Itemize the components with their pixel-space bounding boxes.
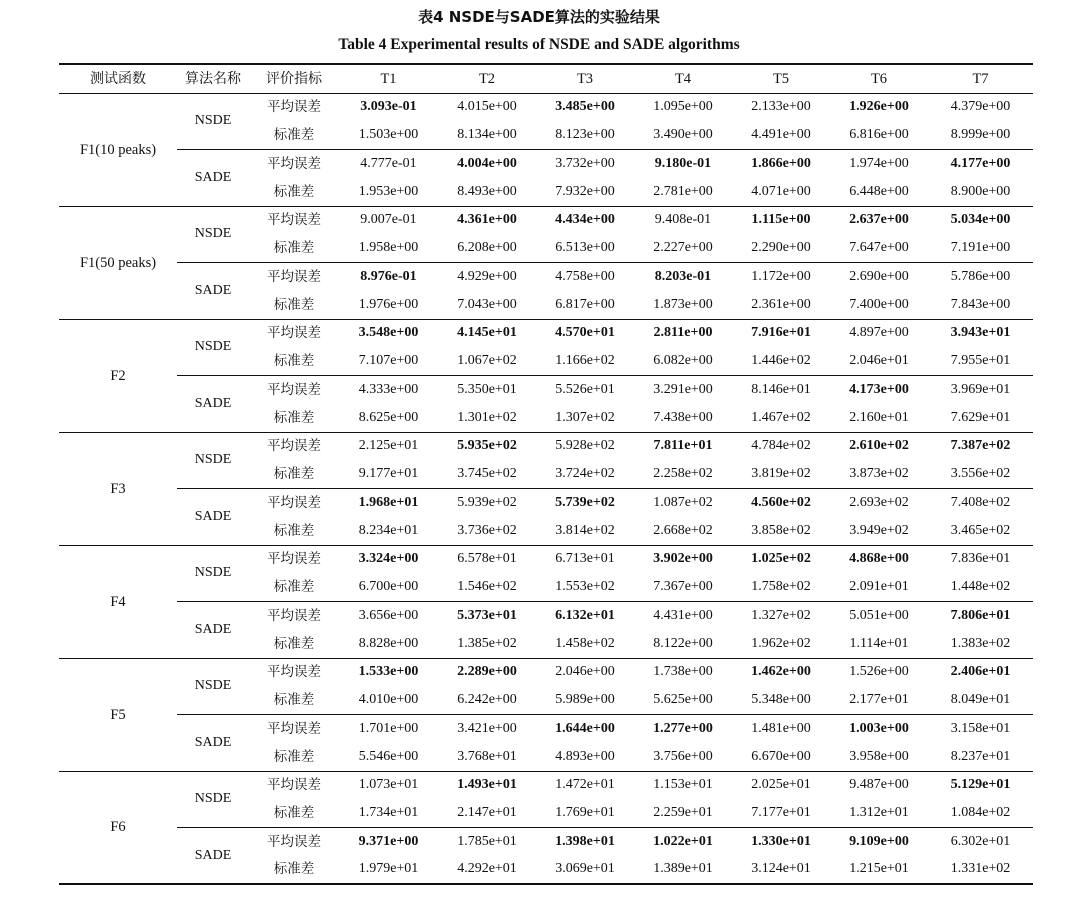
metric-cell: 标准差 — [273, 861, 315, 878]
table-row — [59, 602, 1033, 630]
value-cell: 3.756e+00 — [653, 748, 713, 764]
value-cell: 6.713e+01 — [555, 551, 615, 567]
table-row — [59, 376, 1033, 404]
algorithm-name-cell: SADE — [177, 715, 249, 772]
value-cell: 3.732e+00 — [536, 150, 634, 178]
value-cell: 1.493e+01 — [457, 777, 517, 793]
algorithm-name-cell: SADE — [177, 263, 249, 320]
value-cell: 6.448e+00 — [849, 183, 909, 199]
header-cell: T2 — [478, 70, 496, 87]
value-cell: 7.836e+01 — [950, 551, 1011, 567]
value-cell: 2.125e+01 — [358, 438, 419, 454]
value-cell: 7.438e+00 — [653, 409, 713, 425]
value-cell: 3.902e+00 — [653, 551, 713, 567]
value-cell: 9.408e-01 — [654, 212, 712, 228]
value-cell: 6.242e+00 — [457, 692, 517, 708]
value-cell: 8.976e-01 — [339, 263, 438, 291]
value-cell: 2.133e+00 — [751, 99, 811, 115]
value-cell: 3.465e+02 — [950, 522, 1011, 538]
value-cell: 1.962e+02 — [751, 635, 811, 651]
function-name-cell: F4 — [110, 593, 126, 610]
header-cell: 评价指标 — [266, 70, 322, 87]
algorithm-name-cell: NSDE — [194, 113, 232, 129]
value-cell: 1.472e+01 — [555, 777, 615, 793]
value-cell: 4.570e+01 — [555, 325, 615, 341]
value-cell: 4.379e+00 — [950, 99, 1011, 115]
value-cell: 5.373e+01 — [438, 602, 536, 630]
value-cell: 1.448e+02 — [950, 579, 1011, 595]
function-name-cell: F6 — [110, 819, 126, 836]
algorithm-name-cell: SADE — [177, 489, 249, 546]
value-cell: 3.656e+00 — [339, 602, 438, 630]
value-cell: 1.758e+02 — [751, 579, 811, 595]
value-cell: 7.806e+01 — [928, 602, 1033, 630]
value-cell: 2.693e+02 — [830, 489, 928, 517]
value-cell: 3.291e+00 — [634, 376, 732, 404]
value-cell: 1.926e+00 — [849, 99, 909, 115]
metric-cell: 平均误差 — [267, 777, 321, 794]
value-cell: 1.095e+00 — [653, 99, 713, 115]
header-cell: 测试函数 — [90, 70, 146, 87]
value-cell: 6.513e+00 — [555, 240, 615, 256]
value-cell: 2.227e+00 — [653, 240, 713, 256]
value-cell: 4.929e+00 — [438, 263, 536, 291]
metric-cell: 标准差 — [273, 692, 315, 709]
metric-cell: 平均误差 — [249, 715, 339, 743]
value-cell: 2.259e+01 — [653, 805, 713, 821]
value-cell: 1.503e+00 — [358, 127, 419, 143]
value-cell: 1.953e+00 — [358, 183, 419, 199]
value-cell: 1.481e+00 — [732, 715, 830, 743]
value-cell: 1.301e+02 — [457, 409, 517, 425]
value-cell: 1.398e+01 — [536, 828, 634, 856]
value-cell: 3.724e+02 — [555, 466, 615, 482]
function-name-cell: F2 — [110, 367, 126, 384]
value-cell: 3.093e-01 — [360, 99, 417, 115]
value-cell: 4.777e-01 — [339, 150, 438, 178]
value-cell: 3.819e+02 — [751, 466, 811, 482]
value-cell: 7.400e+00 — [849, 296, 909, 312]
value-cell: 7.932e+00 — [555, 183, 615, 199]
value-cell: 1.312e+01 — [849, 805, 909, 821]
value-cell: 7.177e+01 — [751, 805, 811, 821]
header-cell: T3 — [576, 70, 594, 87]
value-cell: 1.976e+00 — [358, 296, 419, 312]
value-cell: 2.781e+00 — [653, 183, 713, 199]
value-cell: 1.446e+02 — [751, 353, 811, 369]
metric-cell: 平均误差 — [249, 489, 339, 517]
value-cell: 2.160e+01 — [849, 409, 909, 425]
value-cell: 4.784e+02 — [751, 438, 811, 454]
value-cell: 3.556e+02 — [950, 466, 1011, 482]
value-cell: 7.107e+00 — [358, 353, 419, 369]
header-cell: 算法名称 — [185, 70, 241, 87]
table-row — [59, 263, 1033, 291]
metric-cell: 标准差 — [273, 466, 315, 483]
table-row — [59, 150, 1033, 178]
value-cell: 9.371e+00 — [339, 828, 438, 856]
value-cell: 2.690e+00 — [830, 263, 928, 291]
value-cell: 7.811e+01 — [653, 438, 713, 454]
value-cell: 5.546e+00 — [358, 748, 419, 764]
value-cell: 1.979e+01 — [358, 861, 419, 877]
value-cell: 1.331e+02 — [950, 861, 1011, 877]
value-cell: 3.943e+01 — [950, 325, 1011, 341]
value-cell: 3.958e+00 — [849, 748, 909, 764]
function-name-cell: F5 — [110, 706, 126, 723]
function-name-cell: F1(50 peaks) — [79, 254, 157, 271]
algorithm-name-cell: SADE — [177, 828, 249, 885]
value-cell: 1.114e+01 — [849, 635, 909, 651]
algorithm-name-cell: NSDE — [194, 565, 232, 581]
algorithm-name-cell: NSDE — [194, 452, 232, 468]
value-cell: 3.158e+01 — [928, 715, 1033, 743]
value-cell: 6.816e+00 — [849, 127, 909, 143]
value-cell: 3.736e+02 — [457, 522, 517, 538]
value-cell: 6.082e+00 — [653, 353, 713, 369]
value-cell: 3.490e+00 — [653, 127, 713, 143]
table-row — [59, 432, 1033, 460]
algorithm-name-cell: NSDE — [194, 678, 232, 694]
metric-cell: 标准差 — [273, 805, 315, 822]
value-cell: 5.989e+00 — [555, 692, 615, 708]
header-cell: T4 — [674, 70, 692, 87]
value-cell: 4.292e+01 — [457, 861, 517, 877]
value-cell: 7.916e+01 — [751, 325, 811, 341]
value-cell: 3.814e+02 — [555, 522, 615, 538]
metric-cell: 平均误差 — [249, 602, 339, 630]
table-row — [59, 93, 1033, 121]
value-cell: 1.734e+01 — [358, 805, 419, 821]
metric-cell: 标准差 — [273, 579, 315, 596]
value-cell: 4.004e+00 — [438, 150, 536, 178]
metric-cell: 平均误差 — [267, 325, 321, 342]
algorithm-name-cell: NSDE — [194, 226, 232, 242]
value-cell: 1.974e+00 — [830, 150, 928, 178]
value-cell: 7.367e+00 — [653, 579, 713, 595]
table-caption-cn: 表4 NSDE与SADE算法的实验结果 — [418, 8, 660, 26]
value-cell: 8.493e+00 — [457, 183, 517, 199]
header-row — [59, 64, 1033, 93]
value-cell: 1.462e+00 — [751, 664, 811, 680]
value-cell: 1.958e+00 — [358, 240, 419, 256]
value-cell: 2.289e+00 — [457, 664, 517, 680]
value-cell: 1.866e+00 — [732, 150, 830, 178]
value-cell: 2.637e+00 — [849, 212, 909, 228]
table-row — [59, 715, 1033, 743]
value-cell: 1.166e+02 — [555, 353, 615, 369]
value-cell: 8.237e+01 — [950, 748, 1011, 764]
function-name-cell: F1(10 peaks) — [79, 141, 157, 158]
value-cell: 9.487e+00 — [849, 777, 909, 793]
value-cell: 3.421e+00 — [438, 715, 536, 743]
value-cell: 4.758e+00 — [536, 263, 634, 291]
value-cell: 6.670e+00 — [751, 748, 811, 764]
value-cell: 1.383e+02 — [950, 635, 1011, 651]
value-cell: 1.172e+00 — [732, 263, 830, 291]
value-cell: 1.277e+00 — [634, 715, 732, 743]
value-cell: 1.738e+00 — [653, 664, 713, 680]
table-row — [59, 658, 1033, 686]
value-cell: 1.330e+01 — [732, 828, 830, 856]
value-cell: 2.147e+01 — [457, 805, 517, 821]
value-cell: 1.115e+00 — [751, 212, 811, 228]
value-cell: 7.629e+01 — [950, 409, 1011, 425]
algorithm-name-cell: NSDE — [194, 339, 232, 355]
header-cell: T1 — [380, 70, 397, 87]
value-cell: 5.348e+00 — [751, 692, 811, 708]
metric-cell: 平均误差 — [267, 438, 321, 455]
metric-cell: 平均误差 — [267, 551, 321, 568]
value-cell: 5.526e+01 — [536, 376, 634, 404]
metric-cell: 平均误差 — [249, 263, 339, 291]
header-cell: T7 — [972, 70, 989, 87]
value-cell: 4.868e+00 — [849, 551, 909, 567]
value-cell: 7.408e+02 — [928, 489, 1033, 517]
value-cell: 1.385e+02 — [457, 635, 517, 651]
value-cell: 4.177e+00 — [928, 150, 1033, 178]
metric-cell: 平均误差 — [267, 664, 321, 681]
metric-cell: 标准差 — [273, 522, 315, 539]
value-cell: 9.109e+00 — [830, 828, 928, 856]
metric-cell: 标准差 — [273, 296, 315, 313]
value-cell: 2.046e+01 — [849, 353, 909, 369]
value-cell: 1.022e+01 — [634, 828, 732, 856]
value-cell: 2.258e+02 — [653, 466, 713, 482]
value-cell: 2.177e+01 — [849, 692, 909, 708]
metric-cell: 平均误差 — [249, 828, 339, 856]
value-cell: 2.668e+02 — [653, 522, 713, 538]
value-cell: 1.701e+00 — [339, 715, 438, 743]
value-cell: 1.084e+02 — [950, 805, 1011, 821]
value-cell: 7.955e+01 — [950, 353, 1011, 369]
value-cell: 7.191e+00 — [950, 240, 1011, 256]
value-cell: 3.873e+02 — [849, 466, 909, 482]
value-cell: 1.769e+01 — [555, 805, 615, 821]
metric-cell: 标准差 — [273, 183, 315, 200]
metric-cell: 平均误差 — [249, 150, 339, 178]
value-cell: 1.553e+02 — [555, 579, 615, 595]
value-cell: 1.067e+02 — [457, 353, 517, 369]
value-cell: 3.485e+00 — [555, 99, 615, 115]
value-cell: 4.434e+00 — [555, 212, 615, 228]
value-cell: 2.290e+00 — [751, 240, 811, 256]
value-cell: 4.897e+00 — [849, 325, 909, 341]
value-cell: 5.625e+00 — [653, 692, 713, 708]
value-cell: 5.786e+00 — [928, 263, 1033, 291]
value-cell: 4.145e+01 — [457, 325, 517, 341]
value-cell: 8.203e-01 — [634, 263, 732, 291]
value-cell: 6.817e+00 — [555, 296, 615, 312]
value-cell: 8.234e+01 — [358, 522, 419, 538]
value-cell: 3.949e+02 — [849, 522, 909, 538]
value-cell: 9.180e-01 — [634, 150, 732, 178]
value-cell: 6.302e+01 — [928, 828, 1033, 856]
metric-cell: 标准差 — [273, 748, 315, 765]
value-cell: 4.071e+00 — [751, 183, 811, 199]
table-row — [59, 771, 1033, 799]
algorithm-name-cell: SADE — [177, 150, 249, 207]
value-cell: 2.046e+00 — [555, 664, 615, 680]
value-cell: 6.132e+01 — [536, 602, 634, 630]
value-cell: 4.173e+00 — [830, 376, 928, 404]
value-cell: 3.745e+02 — [457, 466, 517, 482]
value-cell: 2.091e+01 — [849, 579, 909, 595]
value-cell: 3.324e+00 — [358, 551, 419, 567]
value-cell: 3.858e+02 — [751, 522, 811, 538]
value-cell: 1.873e+00 — [653, 296, 713, 312]
value-cell: 4.361e+00 — [457, 212, 517, 228]
value-cell: 9.007e-01 — [360, 212, 417, 228]
value-cell: 1.644e+00 — [536, 715, 634, 743]
value-cell: 3.124e+01 — [751, 861, 811, 877]
value-cell: 1.307e+02 — [555, 409, 615, 425]
value-cell: 1.087e+02 — [634, 489, 732, 517]
metric-cell: 标准差 — [273, 353, 315, 370]
value-cell: 7.387e+02 — [950, 438, 1011, 454]
value-cell: 4.431e+00 — [634, 602, 732, 630]
value-cell: 6.700e+00 — [358, 579, 419, 595]
metric-cell: 标准差 — [273, 240, 315, 257]
value-cell: 9.177e+01 — [358, 466, 419, 482]
table-row — [59, 319, 1033, 347]
value-cell: 1.073e+01 — [358, 777, 419, 793]
value-cell: 8.828e+00 — [358, 635, 419, 651]
metric-cell: 标准差 — [273, 127, 315, 144]
value-cell: 4.893e+00 — [555, 748, 615, 764]
value-cell: 1.467e+02 — [751, 409, 811, 425]
value-cell: 1.003e+00 — [830, 715, 928, 743]
value-cell: 8.625e+00 — [358, 409, 419, 425]
value-cell: 8.122e+00 — [653, 635, 713, 651]
value-cell: 5.034e+00 — [950, 212, 1011, 228]
value-cell: 1.526e+00 — [849, 664, 909, 680]
value-cell: 8.123e+00 — [555, 127, 615, 143]
value-cell: 7.647e+00 — [849, 240, 909, 256]
value-cell: 5.129e+01 — [950, 777, 1011, 793]
value-cell: 5.350e+01 — [438, 376, 536, 404]
value-cell: 4.333e+00 — [339, 376, 438, 404]
algorithm-name-cell: NSDE — [194, 791, 232, 807]
value-cell: 7.043e+00 — [457, 296, 517, 312]
value-cell: 4.010e+00 — [358, 692, 419, 708]
value-cell: 1.153e+01 — [653, 777, 713, 793]
value-cell: 5.928e+02 — [555, 438, 615, 454]
value-cell: 1.968e+01 — [339, 489, 438, 517]
header-cell: T5 — [772, 70, 790, 87]
value-cell: 8.146e+01 — [732, 376, 830, 404]
value-cell: 3.069e+01 — [555, 861, 615, 877]
metric-cell: 标准差 — [273, 409, 315, 426]
value-cell: 2.025e+01 — [751, 777, 811, 793]
value-cell: 8.049e+01 — [950, 692, 1011, 708]
value-cell: 5.051e+00 — [830, 602, 928, 630]
table-row — [59, 489, 1033, 517]
value-cell: 1.546e+02 — [457, 579, 517, 595]
value-cell: 6.208e+00 — [457, 240, 517, 256]
value-cell: 8.900e+00 — [950, 183, 1011, 199]
value-cell: 1.533e+00 — [358, 664, 419, 680]
table-row — [59, 206, 1033, 234]
value-cell: 5.939e+02 — [438, 489, 536, 517]
value-cell: 1.785e+01 — [438, 828, 536, 856]
algorithm-name-cell: SADE — [177, 376, 249, 433]
function-name-cell: F3 — [110, 480, 126, 497]
value-cell: 8.999e+00 — [950, 127, 1011, 143]
value-cell: 8.134e+00 — [457, 127, 517, 143]
value-cell: 1.025e+02 — [751, 551, 811, 567]
table-caption-en: Table 4 Experimental results of NSDE and SADE algorithms — [338, 36, 740, 53]
value-cell: 7.843e+00 — [950, 296, 1011, 312]
value-cell: 4.491e+00 — [751, 127, 811, 143]
table-row — [59, 545, 1033, 573]
value-cell: 6.578e+01 — [457, 551, 517, 567]
value-cell: 3.969e+01 — [928, 376, 1033, 404]
value-cell: 3.548e+00 — [358, 325, 419, 341]
value-cell: 1.458e+02 — [555, 635, 615, 651]
metric-cell: 平均误差 — [267, 212, 321, 229]
value-cell: 1.389e+01 — [653, 861, 713, 877]
table-body — [59, 93, 1033, 884]
header-cell: T6 — [870, 70, 888, 87]
value-cell: 1.215e+01 — [849, 861, 909, 877]
value-cell: 3.768e+01 — [457, 748, 517, 764]
algorithm-name-cell: SADE — [177, 602, 249, 659]
value-cell: 1.327e+02 — [732, 602, 830, 630]
value-cell: 2.406e+01 — [950, 664, 1011, 680]
table-row — [59, 828, 1033, 856]
metric-cell: 平均误差 — [249, 376, 339, 404]
value-cell: 2.610e+02 — [849, 438, 909, 454]
value-cell: 2.361e+00 — [751, 296, 811, 312]
metric-cell: 平均误差 — [267, 99, 321, 116]
value-cell: 5.739e+02 — [536, 489, 634, 517]
metric-cell: 标准差 — [273, 635, 315, 652]
value-cell: 5.935e+02 — [457, 438, 517, 454]
value-cell: 4.015e+00 — [457, 99, 517, 115]
value-cell: 2.811e+00 — [653, 325, 713, 341]
value-cell: 4.560e+02 — [732, 489, 830, 517]
results-table — [59, 63, 1033, 885]
